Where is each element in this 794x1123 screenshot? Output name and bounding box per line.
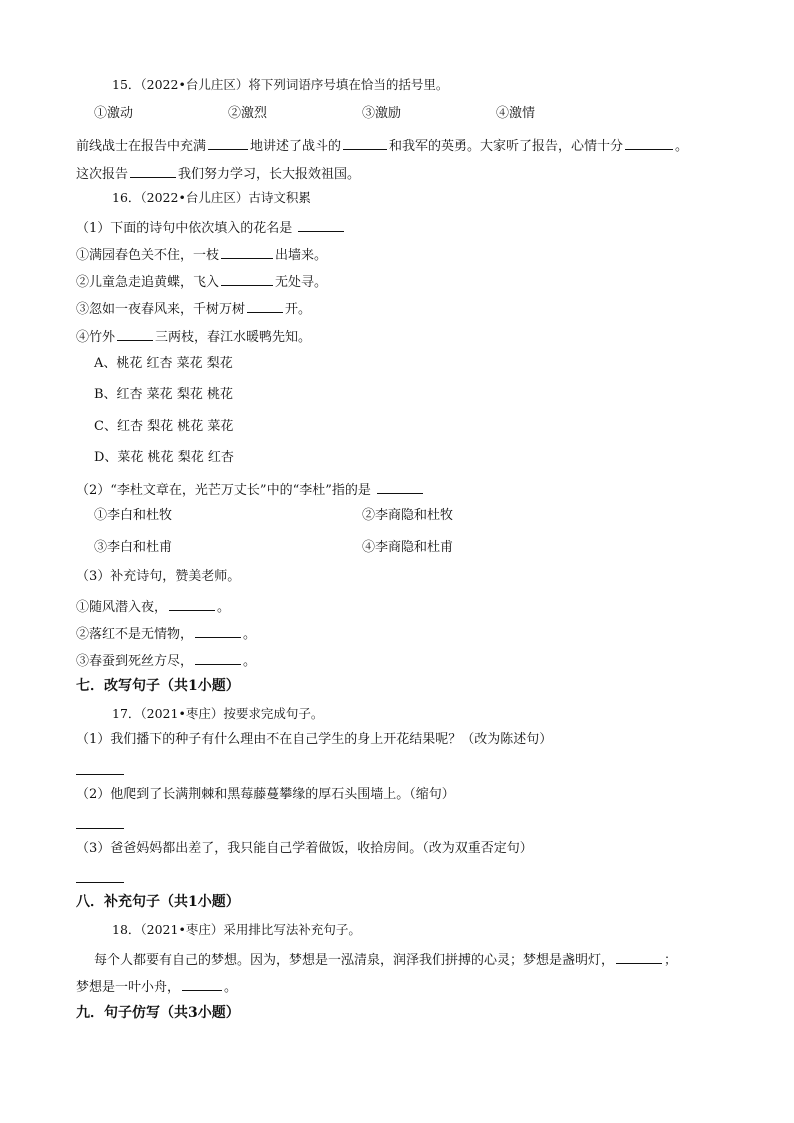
q15-text: 前线战士在报告中充满 (76, 139, 207, 154)
q16-sub2-prompt (76, 479, 425, 500)
q16-sub2-option-2[interactable]: ②李商隐和杜牧 (362, 508, 454, 523)
section-7-title: 七．改写句子（共1小题） (76, 678, 240, 694)
q16-sub2-option-3[interactable]: ③李白和杜甫 (94, 540, 173, 555)
q16-sub2-blank[interactable] (377, 479, 423, 494)
poem-text: 出墙来。 (275, 248, 328, 263)
poem-text: ①满园春色关不住，一枝 (76, 248, 220, 263)
q18-text: 每个人都要有自己的梦想。因为，梦想是一泓清泉，润泽我们拼搏的心灵；梦想是盏明灯， (94, 953, 615, 968)
q16-choice-c[interactable]: C、红杏 梨花 桃花 菜花 (94, 419, 234, 434)
poem-text: 开。 (285, 302, 312, 317)
q15-text: 和我军的英勇。大家听了报告，心情十分 (389, 139, 624, 154)
q16-choice-b[interactable]: B、红杏 菜花 梨花 桃花 (94, 387, 233, 402)
q17-item-2: （2）他爬到了长满荆棘和黑莓藤蔓攀缘的厚石头围墙上。（缩句） (76, 787, 455, 802)
q15-option-4: ④激情 (496, 106, 536, 121)
period: 。 (243, 654, 257, 669)
poem-blank-3[interactable] (247, 298, 283, 313)
poem-text: ②儿童急走追黄蝶，飞入 (76, 275, 220, 290)
q16-sub3-prompt: （3）补充诗句，赞美老师。 (76, 569, 241, 584)
q15-blank-3[interactable] (625, 135, 673, 150)
q16-choice-a[interactable]: A、桃花 红杏 菜花 梨花 (94, 356, 233, 371)
q16-sub3-line-2 (76, 623, 256, 644)
poem-text: ③春蚕到死丝方尽， (76, 654, 194, 669)
section-9-title: 九．句子仿写（共3小题） (76, 1005, 240, 1021)
q16-poem-line-4 (76, 326, 311, 347)
q15-text: 。 (675, 139, 689, 154)
q18-prompt: 18．（2021•枣庄）采用排比写法补充句子。 (112, 922, 361, 937)
q17-prompt: 17．（2021•枣庄）按要求完成句子。 (112, 706, 324, 721)
q18-blank-2[interactable] (182, 976, 222, 991)
q15-option-1: ①激动 (94, 106, 134, 121)
q16-sub2-text: （2）“李杜文章在，光芒万丈长”中的“李杜”指的是 (76, 483, 371, 498)
q18-text: ； (664, 953, 678, 968)
q15-sentence-1 (76, 135, 688, 156)
q18-line-1 (94, 949, 677, 970)
q18-text: 。 (224, 980, 238, 995)
q16-choice-d[interactable]: D、菜花 桃花 梨花 红杏 (94, 450, 234, 465)
q15-text: 我们努力学习，长大报效祖国。 (178, 167, 361, 182)
period: 。 (243, 627, 257, 642)
poem-blank-2[interactable] (221, 271, 273, 286)
q16-sub1-prompt (76, 217, 346, 238)
q16-sub3-line-3 (76, 650, 256, 671)
q16-sub1-blank[interactable] (298, 217, 344, 232)
q16-sub3-line-1 (76, 596, 230, 617)
q16-sub2-option-4[interactable]: ④李商隐和杜甫 (362, 540, 454, 555)
q17-answer-blank-3[interactable] (76, 881, 124, 883)
poem-blank-4[interactable] (117, 326, 153, 341)
q15-prompt: 15．（2022•台儿庄区）将下列词语序号填在恰当的括号里。 (112, 77, 449, 92)
period: 。 (217, 600, 231, 615)
poem-text: 无处寻。 (275, 275, 328, 290)
q17-item-3: （3）爸爸妈妈都出差了，我只能自己学着做饭，收拾房间。（改为双重否定句） (76, 841, 533, 856)
q16-sub1-text: （1）下面的诗句中依次填入的花名是 (76, 221, 293, 236)
q15-option-2: ②激烈 (228, 106, 268, 121)
poem-text: ②落红不是无情物， (76, 627, 194, 642)
q15-text: 这次报告 (76, 167, 129, 182)
poem-blank-1[interactable] (221, 244, 273, 259)
q16-sub2-option-1[interactable]: ①李白和杜牧 (94, 508, 173, 523)
q15-blank-1[interactable] (208, 135, 248, 150)
q16-poem-line-1 (76, 244, 327, 265)
q16-poem-line-2 (76, 271, 327, 292)
q17-item-1: （1）我们播下的种子有什么理由不在自己学生的身上开花结果呢？（改为陈述句） (76, 732, 553, 747)
q15-option-3: ③激励 (362, 106, 402, 121)
poem-text: 三两枝，春江水暖鸭先知。 (155, 330, 312, 345)
q15-blank-4[interactable] (130, 163, 176, 178)
q18-blank-1[interactable] (616, 949, 662, 964)
poem-fill-blank-3[interactable] (195, 650, 241, 665)
q17-answer-blank-2[interactable] (76, 827, 124, 829)
poem-fill-blank-1[interactable] (169, 596, 215, 611)
q16-poem-line-3 (76, 298, 311, 319)
q15-blank-2[interactable] (343, 135, 387, 150)
poem-text: ④竹外 (76, 330, 116, 345)
poem-text: ③忽如一夜春风来，千树万树 (76, 302, 246, 317)
section-8-title: 八．补充句子（共1小题） (76, 894, 240, 910)
q15-text: 地讲述了战斗的 (250, 139, 342, 154)
poem-fill-blank-2[interactable] (195, 623, 241, 638)
q18-line-2 (76, 976, 237, 997)
q16-prompt: 16．（2022•台儿庄区）古诗文积累 (112, 190, 311, 205)
q18-text: 梦想是一叶小舟， (76, 980, 181, 995)
poem-text: ①随风潜入夜， (76, 600, 168, 615)
q15-sentence-2 (76, 163, 360, 184)
q17-answer-blank-1[interactable] (76, 773, 124, 775)
